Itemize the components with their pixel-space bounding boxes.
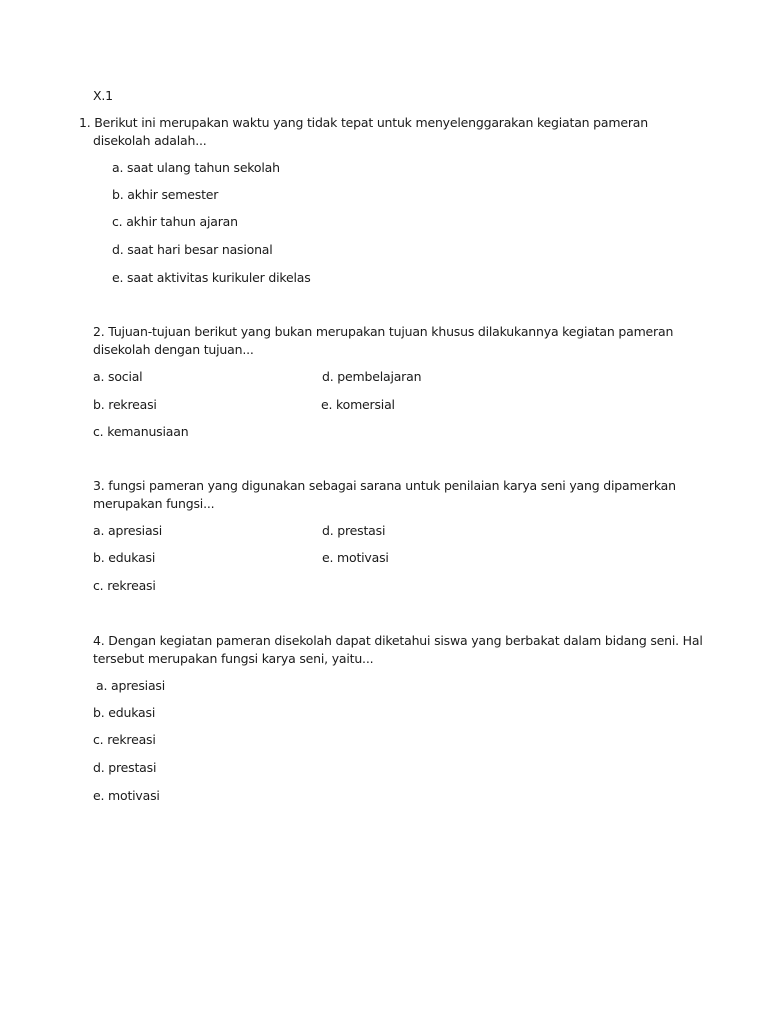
question-4-text-line-1: 4. Dengan kegiatan pameran disekolah dapat diketahui siswa yang berbakat dalam bidang seni. Hal bbox=[93, 633, 703, 648]
question-4-option-e: e. motivasi bbox=[93, 788, 160, 803]
question-2-text-line-1: 2. Tujuan-tujuan berikut yang bukan merupakan tujuan khusus dilakukannya kegiatan pameran bbox=[93, 324, 674, 339]
question-3-text-line-2: merupakan fungsi... bbox=[93, 496, 215, 511]
question-1-option-e: e. saat aktivitas kurikuler dikelas bbox=[112, 270, 311, 285]
document-title: X.1 bbox=[93, 88, 113, 103]
question-3-option-e: e. motivasi bbox=[322, 550, 389, 565]
question-4-option-c: c. rekreasi bbox=[93, 732, 156, 747]
question-2-option-c: c. kemanusiaan bbox=[93, 424, 189, 439]
question-4-option-b: b. edukasi bbox=[93, 705, 156, 720]
question-1-option-b: b. akhir semester bbox=[112, 187, 219, 202]
question-1-text-line-2: disekolah adalah... bbox=[93, 133, 207, 148]
question-1-option-c: c. akhir tahun ajaran bbox=[112, 214, 238, 229]
question-3-option-c: c. rekreasi bbox=[93, 578, 156, 593]
question-2-option-e: e. komersial bbox=[321, 397, 395, 412]
question-2-text-line-2: disekolah dengan tujuan... bbox=[93, 342, 254, 357]
question-4-option-a: a. apresiasi bbox=[96, 678, 165, 693]
question-4-option-d: d. prestasi bbox=[93, 760, 157, 775]
question-3-text-line-1: 3. fungsi pameran yang digunakan sebagai sarana untuk penilaian karya seni yang dipamerkan bbox=[93, 478, 676, 493]
question-1-text-line-1: 1. Berikut ini merupakan waktu yang tidak tepat untuk menyelenggarakan kegiatan pameran bbox=[79, 115, 648, 130]
question-2-option-a: a. social bbox=[93, 369, 143, 384]
question-3-option-a: a. apresiasi bbox=[93, 523, 162, 538]
question-3-option-d: d. prestasi bbox=[322, 523, 386, 538]
question-1-option-d: d. saat hari besar nasional bbox=[112, 242, 273, 257]
question-3-option-b: b. edukasi bbox=[93, 550, 156, 565]
question-4-text-line-2: tersebut merupakan fungsi karya seni, yaitu... bbox=[93, 651, 374, 666]
question-2-option-b: b. rekreasi bbox=[93, 397, 157, 412]
question-2-option-d: d. pembelajaran bbox=[322, 369, 422, 384]
question-1-option-a: a. saat ulang tahun sekolah bbox=[112, 160, 280, 175]
